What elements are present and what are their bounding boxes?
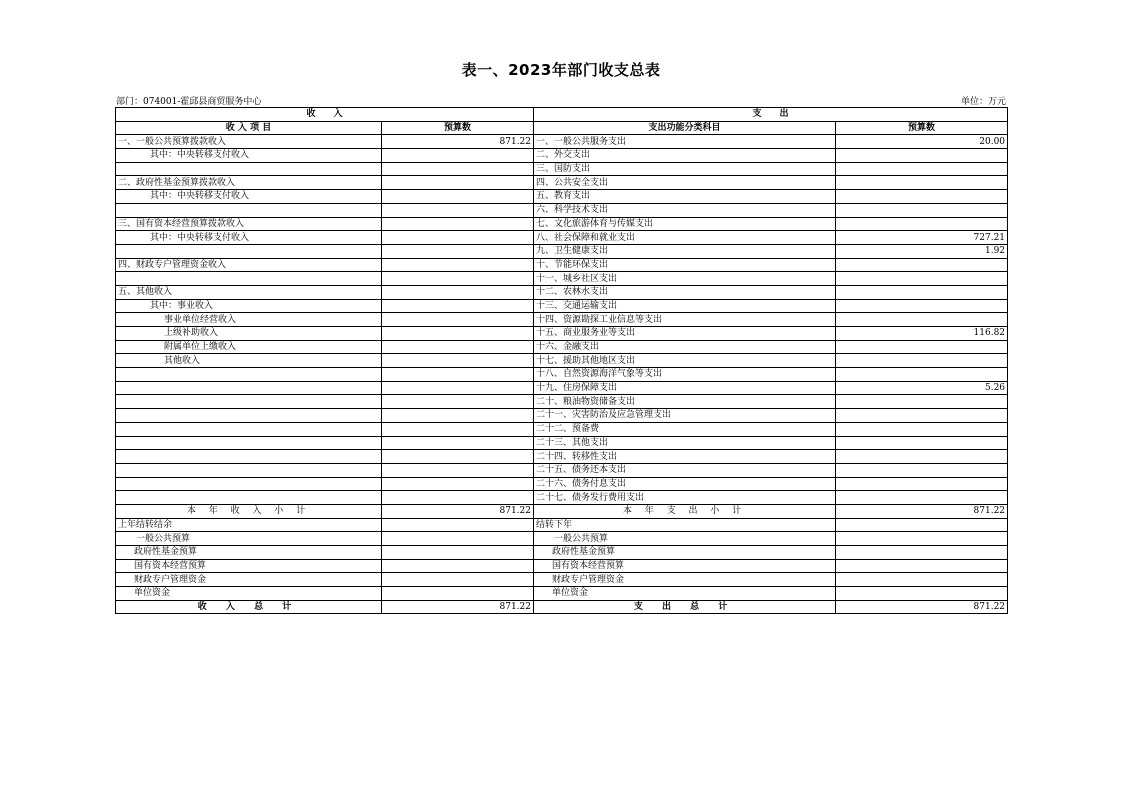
- table-row: [116, 190, 1008, 204]
- expense-item-cell: 二十六、债务付息支出: [534, 477, 836, 491]
- department-label: 部门：074001-霍邱县商贸服务中心: [116, 97, 262, 107]
- income-item-cell: [116, 395, 382, 409]
- income-value-cell: [382, 190, 534, 204]
- income-item-cell: [116, 422, 382, 436]
- income-item-cell: 三、国有资本经营预算拨款收入: [116, 217, 382, 231]
- expense-item-cell: 十、节能环保支出: [534, 258, 836, 272]
- income-value-cell: [382, 313, 534, 327]
- expense-subtotal-value: 871.22: [836, 504, 1008, 518]
- expense-value-cell: [836, 313, 1008, 327]
- expense-subtotal-label: 本 年 支 出 小 计: [534, 504, 836, 518]
- expense-item-cell: 二十四、转移性支出: [534, 450, 836, 464]
- expense-value-cell: 20.00: [836, 135, 1008, 149]
- expense-value-cell: [836, 162, 1008, 176]
- income-value-cell: [382, 203, 534, 217]
- income-item-cell: [116, 203, 382, 217]
- income-subtotal-label: 本 年 收 入 小 计: [116, 504, 382, 518]
- expense-carryover-label: 结转下年: [534, 518, 836, 532]
- expense-item-cell: 十七、援助其他地区支出: [534, 354, 836, 368]
- carryover-row: [116, 587, 1008, 601]
- income-item-cell: [116, 381, 382, 395]
- table-row: [116, 272, 1008, 286]
- expense-value-cell: 116.82: [836, 327, 1008, 341]
- income-carryover-label: 上年结转结余: [116, 518, 382, 532]
- expense-item-cell: 二十三、其他支出: [534, 436, 836, 450]
- expense-value-cell: [836, 422, 1008, 436]
- income-item-cell: 其中：中央转移支付收入: [116, 190, 382, 204]
- income-item-cell: 附属单位上缴收入: [116, 340, 382, 354]
- expense-value-cell: [836, 354, 1008, 368]
- table-row: [116, 463, 1008, 477]
- expense-value-cell: [836, 368, 1008, 382]
- income-carryover-item: 财政专户管理资金: [116, 573, 382, 587]
- income-value-cell: [382, 477, 534, 491]
- expense-carryover-item: 国有资本经营预算: [534, 559, 836, 573]
- income-value-cell: [382, 299, 534, 313]
- table-row: [116, 217, 1008, 231]
- income-value-cell: [382, 422, 534, 436]
- expense-item-cell: 二十七、债务发行费用支出: [534, 491, 836, 505]
- income-value-cell: [382, 162, 534, 176]
- income-carryover-item: 一般公共预算: [116, 532, 382, 546]
- expense-item-cell: 六、科学技术支出: [534, 203, 836, 217]
- table-row: [116, 340, 1008, 354]
- expense-value-cell: [836, 463, 1008, 477]
- table-row: [116, 244, 1008, 258]
- expense-budget-header: 预算数: [836, 121, 1008, 135]
- income-carryover-item: 国有资本经营预算: [116, 559, 382, 573]
- expense-item-cell: 十八、自然资源海洋气象等支出: [534, 368, 836, 382]
- income-item-cell: 二、政府性基金预算拨款收入: [116, 176, 382, 190]
- expense-value-cell: [836, 176, 1008, 190]
- expense-item-cell: 十一、城乡社区支出: [534, 272, 836, 286]
- income-value-cell: [382, 217, 534, 231]
- carryover-row: [116, 546, 1008, 560]
- expense-item-cell: 四、公共安全支出: [534, 176, 836, 190]
- table-row: [116, 231, 1008, 245]
- expense-carryover-item: 一般公共预算: [534, 532, 836, 546]
- unit-label: 单位：万元: [960, 97, 1006, 107]
- table-row: [116, 477, 1008, 491]
- expense-item-header: 支出功能分类科目: [534, 121, 836, 135]
- income-budget-header: 预算数: [382, 121, 534, 135]
- expense-value-cell: [836, 340, 1008, 354]
- expense-value-cell: 5.26: [836, 381, 1008, 395]
- expense-total-value: 871.22: [836, 600, 1008, 614]
- expense-item-cell: 二十一、灾害防治及应急管理支出: [534, 409, 836, 423]
- table-row: [116, 327, 1008, 341]
- income-item-cell: 五、其他收入: [116, 285, 382, 299]
- expense-item-cell: 二十、粮油物资储备支出: [534, 395, 836, 409]
- income-subtotal-value: 871.22: [382, 504, 534, 518]
- expense-section-header: 支 出: [534, 108, 1008, 122]
- expense-item-cell: 二、外交支出: [534, 149, 836, 163]
- carryover-row: [116, 532, 1008, 546]
- expense-item-cell: 三、国防支出: [534, 162, 836, 176]
- expense-value-cell: [836, 409, 1008, 423]
- expense-value-cell: [836, 436, 1008, 450]
- income-item-cell: 其中：中央转移支付收入: [116, 149, 382, 163]
- column-header-row: [116, 121, 1008, 135]
- income-item-cell: 其中：中央转移支付收入: [116, 231, 382, 245]
- income-item-cell: 事业单位经营收入: [116, 313, 382, 327]
- carryover-row: [116, 573, 1008, 587]
- expense-item-cell: 八、社会保障和就业支出: [534, 231, 836, 245]
- income-value-cell: [382, 450, 534, 464]
- expense-item-cell: 十三、交通运输支出: [534, 299, 836, 313]
- total-row: [116, 600, 1008, 614]
- income-total-label: 收 入 总 计: [116, 600, 382, 614]
- table-row: [116, 409, 1008, 423]
- income-item-cell: 四、财政专户管理资金收入: [116, 258, 382, 272]
- income-item-cell: [116, 272, 382, 286]
- expense-value-cell: [836, 190, 1008, 204]
- table-row: [116, 491, 1008, 505]
- income-value-cell: [382, 395, 534, 409]
- income-value-cell: [382, 340, 534, 354]
- table-row: [116, 436, 1008, 450]
- income-item-cell: [116, 244, 382, 258]
- table-row: [116, 381, 1008, 395]
- subtotal-row: [116, 504, 1008, 518]
- section-header-row: [116, 108, 1008, 122]
- expense-item-cell: 十四、资源勘探工业信息等支出: [534, 313, 836, 327]
- income-value-cell: [382, 149, 534, 163]
- income-item-cell: [116, 477, 382, 491]
- table-row: [116, 203, 1008, 217]
- table-row: [116, 354, 1008, 368]
- table-row: [116, 162, 1008, 176]
- income-item-cell: 其中：事业收入: [116, 299, 382, 313]
- page-title: 表一、2023年部门收支总表: [461, 61, 661, 79]
- expense-value-cell: [836, 203, 1008, 217]
- expense-carryover-item: 财政专户管理资金: [534, 573, 836, 587]
- expense-value-cell: [836, 272, 1008, 286]
- budget-table: [115, 107, 1008, 614]
- income-value-cell: 871.22: [382, 135, 534, 149]
- table-row: [116, 368, 1008, 382]
- expense-value-cell: [836, 477, 1008, 491]
- expense-item-cell: 一、一般公共服务支出: [534, 135, 836, 149]
- income-value-cell: [382, 409, 534, 423]
- table-row: [116, 313, 1008, 327]
- income-item-cell: 其他收入: [116, 354, 382, 368]
- table-row: [116, 149, 1008, 163]
- carryover-row: [116, 559, 1008, 573]
- expense-value-cell: [836, 395, 1008, 409]
- expense-item-cell: 二十五、债务还本支出: [534, 463, 836, 477]
- income-item-header: 收 入 项 目: [116, 121, 382, 135]
- income-item-cell: [116, 436, 382, 450]
- table-row: [116, 135, 1008, 149]
- expense-total-label: 支 出 总 计: [534, 600, 836, 614]
- income-item-cell: [116, 368, 382, 382]
- expense-item-cell: 五、教育支出: [534, 190, 836, 204]
- income-value-cell: [382, 436, 534, 450]
- table-row: [116, 285, 1008, 299]
- income-item-cell: [116, 491, 382, 505]
- income-carryover-item: 政府性基金预算: [116, 546, 382, 560]
- income-item-cell: [116, 450, 382, 464]
- table-row: [116, 258, 1008, 272]
- income-value-cell: [382, 381, 534, 395]
- table-row: [116, 299, 1008, 313]
- expense-value-cell: 727.21: [836, 231, 1008, 245]
- expense-value-cell: [836, 299, 1008, 313]
- expense-item-cell: 十六、金融支出: [534, 340, 836, 354]
- income-item-cell: [116, 162, 382, 176]
- income-total-value: 871.22: [382, 600, 534, 614]
- expense-item-cell: 十五、商业服务业等支出: [534, 327, 836, 341]
- expense-value-cell: [836, 258, 1008, 272]
- table-body: [116, 135, 1008, 505]
- income-value-cell: [382, 368, 534, 382]
- expense-item-cell: 二十二、预备费: [534, 422, 836, 436]
- income-value-cell: [382, 491, 534, 505]
- income-value-cell: [382, 463, 534, 477]
- table-row: [116, 450, 1008, 464]
- expense-value-cell: [836, 491, 1008, 505]
- income-item-cell: [116, 463, 382, 477]
- income-value-cell: [382, 231, 534, 245]
- income-item-cell: 上级补助收入: [116, 327, 382, 341]
- income-value-cell: [382, 272, 534, 286]
- income-value-cell: [382, 285, 534, 299]
- income-item-cell: 一、一般公共预算拨款收入: [116, 135, 382, 149]
- expense-carryover-item: 政府性基金预算: [534, 546, 836, 560]
- table-row: [116, 422, 1008, 436]
- expense-item-cell: 七、文化旅游体育与传媒支出: [534, 217, 836, 231]
- table-row: [116, 395, 1008, 409]
- expense-value-cell: 1.92: [836, 244, 1008, 258]
- income-section-header: 收 入: [116, 108, 534, 122]
- income-value-cell: [382, 258, 534, 272]
- income-value-cell: [382, 354, 534, 368]
- expense-item-cell: 十九、住房保障支出: [534, 381, 836, 395]
- income-value-cell: [382, 327, 534, 341]
- expense-item-cell: 十二、农林水支出: [534, 285, 836, 299]
- income-item-cell: [116, 409, 382, 423]
- expense-value-cell: [836, 285, 1008, 299]
- expense-value-cell: [836, 149, 1008, 163]
- income-carryover-item: 单位资金: [116, 587, 382, 601]
- expense-value-cell: [836, 450, 1008, 464]
- table-row: [116, 176, 1008, 190]
- income-value-cell: [382, 244, 534, 258]
- carryover-header-row: [116, 518, 1008, 532]
- expense-value-cell: [836, 217, 1008, 231]
- expense-item-cell: 九、卫生健康支出: [534, 244, 836, 258]
- table-footer: [116, 504, 1008, 614]
- income-value-cell: [382, 176, 534, 190]
- expense-carryover-item: 单位资金: [534, 587, 836, 601]
